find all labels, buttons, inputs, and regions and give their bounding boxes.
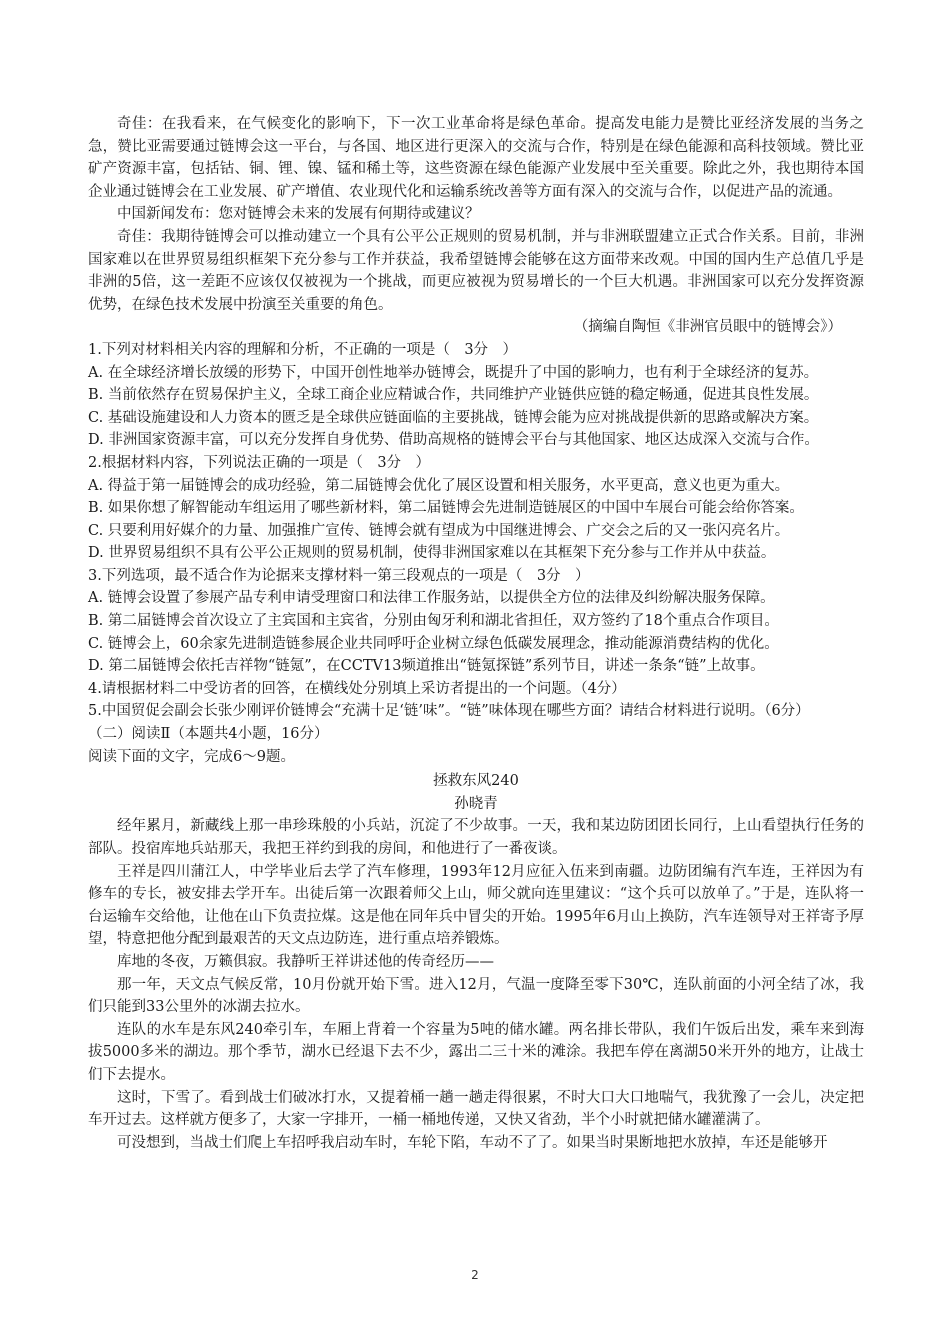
story-paragraph: 王祥是四川蒲江人，中学毕业后去学了汽车修理，1993年12月应征入伍来到南疆。边防团编有汽车连，王祥因为有修车的专长，被安排去学开车。出徒后第一次跟着师父上山，师父就向连里建议：“这个兵可以放单了。”于是，连队将一台运输车交给他，让他在山下负责拉煤。这是他在同年兵中冒尖的开始。1995年6月山上换防，汽车连领导对王祥寄予厚望，特意把他分配到最艰苦的天文点边防连，进行重点培养锻炼。 — [88, 863, 864, 948]
question-3-option-a: A. 链博会设置了参展产品专利申请受理窗口和法律工作服务站，以提供全方位的法律及纠纷解决服务保障。 — [88, 590, 775, 607]
question-2-option-a: A. 得益于第一届链博会的成功经验，第二届链博会优化了展区设置和相关服务，水平更高，意义也更为重大。 — [88, 477, 790, 494]
story-title: 拯救东风240 — [433, 773, 519, 790]
question-3-stem: 3.下列选项，最不适合作为论据来支撑材料一第三段观点的一项是（ 3分 ） — [88, 567, 590, 584]
section-2-heading: （二）阅读Ⅱ（本题共4小题，16分） — [88, 726, 329, 743]
story-paragraph: 经年累月，新藏线上那一串珍珠般的小兵站，沉淀了不少故事。一天，我和某边防团团长同行，上山看望执行任务的部队。投宿库地兵站那天，我把王祥约到我的房间，和他进行了一番夜谈。 — [88, 818, 864, 857]
question-4: 4.请根据材料二中受访者的回答，在横线处分别填上采访者提出的一个问题。（4分） — [88, 680, 626, 697]
question-2-stem: 2.根据材料内容，下列说法正确的一项是（ 3分 ） — [88, 454, 431, 471]
question-2-option-b: B. 如果你想了解智能动车组运用了哪些新材料，第二届链博会先进制造链展区的中国中车展台可能会给你答案。 — [88, 500, 804, 517]
story-author: 孙晓青 — [454, 795, 498, 812]
question-1-option-b: B. 当前依然存在贸易保护主义，全球工商企业应精诚合作，共同维护产业链供应链的稳定畅通，促进其良性发展。 — [88, 387, 819, 404]
interview-paragraph: 奇佳：我期待链博会可以推动建立一个具有公平公正规则的贸易机制，并与非洲联盟建立正式合作关系。目前，非洲国家难以在世界贸易组织框架下充分参与工作并获益，我希望链博会能够在这方面带来改观。中国的国内生产总值几乎是非洲的5倍，这一差距不应该仅仅被视为一个挑战，而更应被视为贸易增长的一个巨大机遇。非洲国家可以充分发挥资源优势，在绿色技术发展中扮演至关重要的角色。 — [88, 228, 864, 313]
question-1-option-c: C. 基础设施建设和人力资本的匮乏是全球供应链面临的主要挑战，链博会能为应对挑战提供新的思路或解决方案。 — [88, 409, 819, 426]
story-paragraph: 那一年，天文点气候反常，10月份就开始下雪。进入12月，气温一度降至零下30℃，连队前面的小河全结了冰，我们只能到33公里外的冰湖去拉水。 — [88, 976, 864, 1016]
question-1-option-a: A. 在全球经济增长放缓的形势下，中国开创性地举办链博会，既提升了中国的影响力，也有利于全球经济的复苏。 — [88, 364, 819, 381]
question-2-option-d: D. 世界贸易组织不具有公平公正规则的贸易机制，使得非洲国家难以在其框架下充分参与工作并从中获益。 — [88, 545, 776, 562]
interview-paragraph: 中国新闻发布：您对链博会未来的发展有何期待或建议？ — [117, 206, 480, 223]
interview-paragraph: 奇佳：在我看来，在气候变化的影响下，下一次工业革命将是绿色革命。提高发电能力是赞比亚经济发展的当务之急，赞比亚需要通过链博会这一平台，与各国、地区进行更深入的交流与合作，特别是在绿色能源和高科技领域。赞比亚矿产资源丰富，包括钴、铜、锂、镍、锰和稀土等，这些资源在绿色能源产业发展中至关重要。除此之外，我也期待本国企业通过链博会在工业发展、矿产增值、农业现代化和运输系统改善等方面有深入的交流与合作，以促进产品的流通。 — [88, 116, 864, 200]
question-5: 5.中国贸促会副会长张少刚评价链博会“充满十足‘链’味”。“链”味体现在哪些方面？请结合材料进行说明。（6分） — [88, 703, 810, 720]
question-3-option-c: C. 链博会上，60余家先进制造链参展企业共同呼吁企业树立绿色低碳发展理念，推动能源消费结构的优化。 — [88, 635, 779, 652]
page-content — [88, 113, 864, 1154]
question-3-option-b: B. 第二届链博会首次设立了主宾国和主宾省，分别由匈牙利和湖北省担任，双方签约了18个重点合作项目。 — [88, 613, 779, 630]
story-paragraph: 可没想到，当战士们爬上车招呼我启动车时，车轮下陷，车动不了了。如果当时果断地把水放掉，车还是能够开 — [117, 1134, 828, 1151]
question-1-stem: 1.下列对材料相关内容的理解和分析，不正确的一项是（ 3分 ） — [88, 341, 518, 358]
question-2-option-c: C. 只要利用好媒介的力量、加强推广宣传、链博会就有望成为中国继进博会、广交会之后的又一张闪亮名片。 — [88, 522, 790, 539]
story-paragraph: 连队的水车是东风240牵引车，车厢上背着一个容量为5吨的储水罐。两名排长带队，我们午饭后出发，乘车来到海拔5000多米的湖边。那个季节，湖水已经退下去不少，露出二三十米的滩涂。我把车停在离湖50米开外的地方，让战士们下去提水。 — [88, 1021, 864, 1083]
question-1-option-d: D. 非洲国家资源丰富，可以充分发挥自身优势、借助高规格的链博会平台与其他国家、地区达成深入交流与合作。 — [88, 432, 819, 449]
source-citation: （摘编自陶恒《非洲官员眼中的链博会》） — [573, 319, 842, 336]
story-paragraph: 库地的冬夜，万籁俱寂。我静听王祥讲述他的传奇经历—— — [117, 953, 494, 970]
story-paragraph: 这时，下雪了。看到战士们破冰打水，又提着桶一趟一趟走得很累，不时大口大口地喘气，我犹豫了一会儿，决定把车开过去。这样就方便多了，大家一字排开，一桶一桶地传递，又快又省劲，半个小时就把储水罐灌满了。 — [88, 1089, 864, 1129]
page-number: 2 — [471, 1268, 479, 1282]
section-2-instruction: 阅读下面的文字，完成6～9题。 — [88, 748, 295, 765]
question-3-option-d: D. 第二届链博会依托吉祥物“链氪”，在CCTV13频道推出“链氪探链”系列节目，讲述一条条“链”上故事。 — [88, 658, 765, 675]
